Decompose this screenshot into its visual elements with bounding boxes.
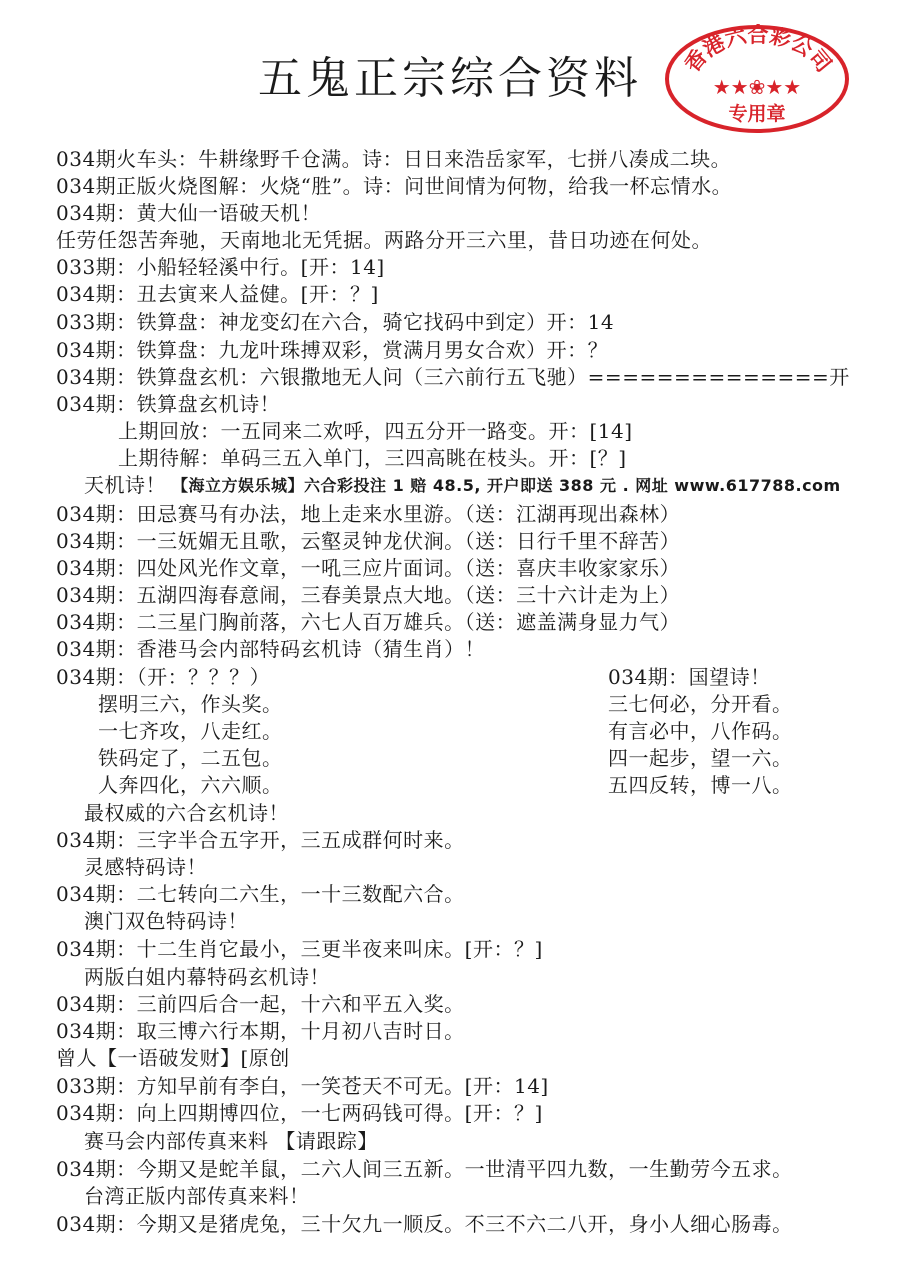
text-line: 034期：黄大仙一语破天机！ — [56, 201, 322, 225]
text-line: 034期：今期又是猪虎兔，三十欠九一顺反。不三不六二八开，身小人细心肠毒。 — [56, 1212, 793, 1236]
section-heading: 台湾正版内部传真来料！ — [84, 1184, 310, 1208]
text-line: 033期：铁算盘：神龙变幻在六合，骑它找码中到定）开：14 — [56, 310, 615, 334]
company-seal-stamp — [664, 24, 850, 134]
poem-line: 一七齐攻，八走红。 — [98, 719, 283, 743]
poem-line-right: 有言必中，八作码。 — [608, 719, 793, 743]
text-line: 034期：二七转向二六生，一十三数配六合。 — [56, 882, 465, 906]
text-line: 033期：方知早前有李白，一笑苍天不可无。[开：14] — [56, 1074, 549, 1098]
poem-line-right: 三七何必，分开看。 — [608, 692, 793, 716]
text-line: 034期：向上四期博四位，一七两码钱可得。[开：？] — [56, 1101, 543, 1125]
poem-line-right: 五四反转，博一八。 — [608, 773, 793, 797]
text-line: 上期回放：一五同来二欢呼，四五分开一路变。开：[14] — [118, 419, 633, 443]
text-line: 034期：五湖四海春意闹，三春美景点大地。（送：三十六计走为上） — [56, 583, 681, 607]
text-line: 033期：小船轻轻溪中行。[开：14] — [56, 255, 385, 279]
poem-line-right: 034期：国望诗！ — [608, 665, 771, 689]
poem-line-right: 四一起步，望一六。 — [608, 746, 793, 770]
text-line: 任劳任怨苦奔驰，天南地北无凭据。两路分开三六里，昔日功迹在何处。 — [56, 228, 712, 252]
text-line: 034期：香港马会内部特码玄机诗（猜生肖）！ — [56, 637, 486, 661]
text-line: 034期：一三妩媚无且歌，云壑灵钟龙伏涧。（送：日行千里不辞苦） — [56, 529, 681, 553]
text-line: 034期：三字半合五字开，三五成群何时来。 — [56, 828, 465, 852]
svg-text:香港六合彩公司 — [680, 24, 836, 77]
seal-arc-text: 香港六合彩公司 — [680, 24, 836, 77]
section-heading: 最权威的六合玄机诗！ — [84, 801, 289, 825]
section-heading: 两版白姐内幕特码玄机诗！ — [84, 965, 330, 989]
section-heading: 赛马会内部传真来料 【请跟踪】 — [84, 1129, 378, 1153]
text-line: 034期：田忌赛马有办法，地上走来水里游。（送：江湖再现出森林） — [56, 502, 681, 526]
text-line: 034期：二三星门胸前落，六七人百万雄兵。（送：遮盖满身显力气） — [56, 610, 681, 634]
text-line: 034期：取三博六行本期，十月初八吉时日。 — [56, 1019, 465, 1043]
poem-line: 人奔四化，六六顺。 — [98, 773, 283, 797]
text-line: 034期：（开：？？？） — [56, 665, 271, 689]
seal-stars: ★★❀★★ — [712, 75, 802, 99]
poem-line: 铁码定了，二五包。 — [98, 746, 283, 770]
text-line: 034期正版火烧图解：火烧“胜”。诗：问世间情为何物，给我一杯忘情水。 — [56, 174, 733, 198]
page-title: 五鬼正宗综合资料 — [258, 53, 642, 104]
text-line: 034期：铁算盘：九龙叶珠搏双彩，赏满月男女合欢）开：？ — [56, 338, 609, 362]
poem-line: 摆明三六，作头奖。 — [98, 692, 283, 716]
section-heading: 天机诗！ — [84, 473, 166, 497]
seal-bottom-text: 专用章 — [728, 103, 786, 125]
text-line: 034期：四处风光作文章，一吼三应片面词。（送：喜庆丰收家家乐） — [56, 556, 681, 580]
text-line: 034期火车头：牛耕缘野千仓满。诗：日日来浩岳家军，七拼八凑成二块。 — [56, 147, 732, 171]
text-line: 034期：铁算盘玄机：六银撒地无人问（三六前行五飞驰）==============开 — [56, 365, 850, 389]
section-heading: 澳门双色特码诗！ — [84, 909, 248, 933]
text-line: 034期：十二生肖它最小，三更半夜来叫床。[开：？] — [56, 937, 543, 961]
text-line: 曾人【一语破发财】[原创 — [56, 1046, 290, 1070]
section-heading: 灵感特码诗！ — [84, 855, 207, 879]
text-line: 034期：今期又是蛇羊鼠，二六人间三五新。一世清平四九数，一生勤劳今五求。 — [56, 1157, 793, 1181]
text-line: 034期：三前四后合一起，十六和平五入奖。 — [56, 992, 465, 1016]
text-line: 034期：铁算盘玄机诗！ — [56, 392, 281, 416]
text-line: 034期：丑去寅来人益健。[开：？] — [56, 282, 379, 306]
text-line: 上期待解：单码三五入单门，三四高眺在枝头。开：[？] — [118, 446, 627, 470]
advert-banner: 【海立方娱乐城】六合彩投注 1 赔 48.5, 开户即送 388 元 . 网址 www.617788.com — [172, 476, 841, 495]
